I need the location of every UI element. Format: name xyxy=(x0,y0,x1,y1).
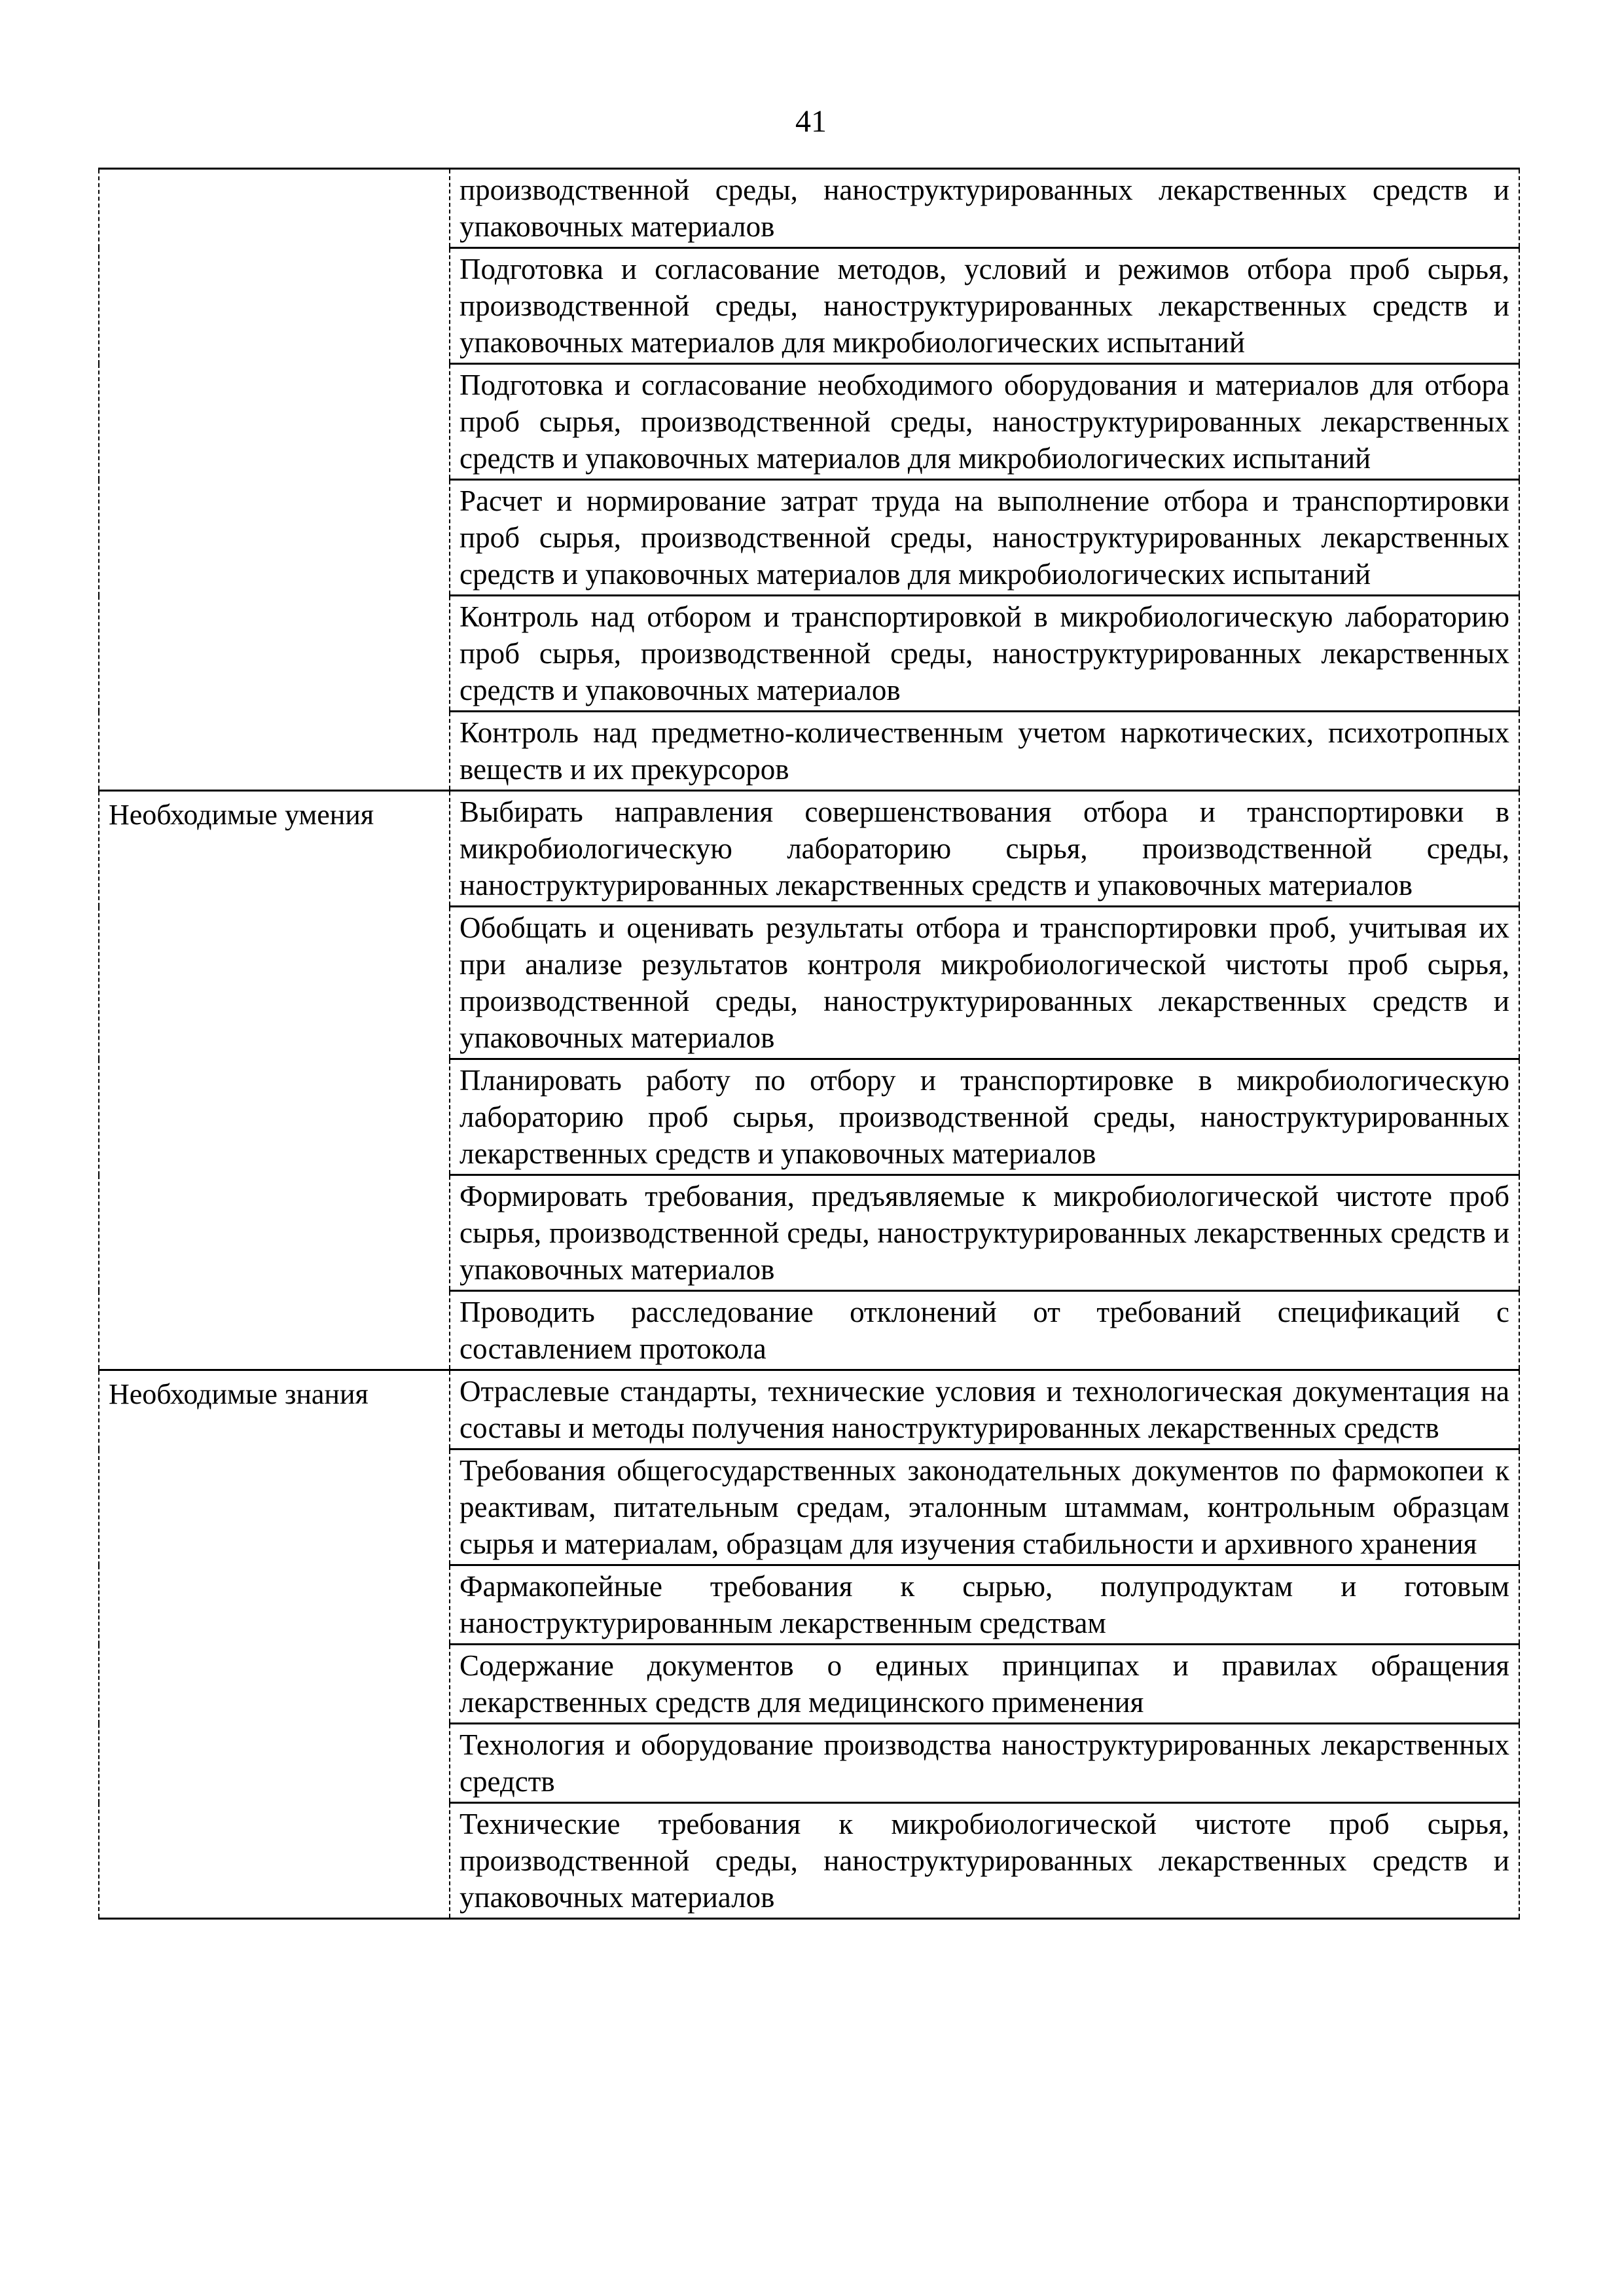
table-cell xyxy=(450,1724,1519,1803)
row-group-label-text: Необходимые умения xyxy=(109,799,374,831)
table-row xyxy=(99,169,1519,248)
table-cell-text: Контроль над отбором и транспортировкой в микробиологическую лабораторию проб сырья, производственной среды, наноструктурированных лекарственных средств и упаковочных материалов xyxy=(460,600,1509,706)
table-cell xyxy=(450,712,1519,791)
table-cell-text: Обобщать и оценивать результаты отбора и транспортировки проб, учитывая их при анализе результатов контроля микробиологической чистоты проб сырья, производственной среды, наноструктурированных лекарственных средств и упаковочных материалов xyxy=(460,911,1509,1054)
row-group-label-skills xyxy=(99,791,450,1370)
table-cell-text: Формировать требования, предъявляемые к микробиологической чистоте проб сырья, производственной среды, наноструктурированных лекарственных средств и упаковочных материалов xyxy=(460,1180,1509,1286)
table-cell-text: Отраслевые стандарты, технические условия и технологическая документация на составы и методы получения наноструктурированных лекарственных средств xyxy=(460,1375,1509,1444)
table-cell-text: Содержание документов о единых принципах и правилах обращения лекарственных средств для медицинского применения xyxy=(460,1649,1509,1719)
table-cell-text: Подготовка и согласование методов, условий и режимов отбора проб сырья, производственной среды, наноструктурированных лекарственных средств и упаковочных материалов для микробиологических испытаний xyxy=(460,253,1509,359)
table-cell xyxy=(450,1291,1519,1370)
table-cell xyxy=(450,1449,1519,1565)
row-group-label-continuation xyxy=(99,169,450,791)
table-cell xyxy=(450,1645,1519,1724)
table-row xyxy=(99,1370,1519,1449)
row-group-label-knowledge xyxy=(99,1370,450,1919)
table-cell xyxy=(450,1175,1519,1291)
table-cell-text: Расчет и нормирование затрат труда на выполнение отбора и транспортировки проб сырья, производственной среды, наноструктурированных лекарственных средств и упаковочных материалов для микробиологических испытаний xyxy=(460,484,1509,591)
table-cell xyxy=(450,480,1519,596)
table-cell-text: производственной среды, наноструктурированных лекарственных средств и упаковочных материалов xyxy=(460,173,1509,243)
table-cell xyxy=(450,1803,1519,1919)
table-cell-text: Подготовка и согласование необходимого оборудования и материалов для отбора проб сырья, производственной среды, наноструктурированных лекарственных средств и упаковочных материалов для микробиологических испытаний xyxy=(460,369,1509,475)
table-cell-text: Фармакопейные требования к сырью, полупродуктам и готовым наноструктурированным лекарственным средствам xyxy=(460,1570,1509,1639)
table-cell xyxy=(450,1370,1519,1449)
requirements-table xyxy=(98,168,1520,1920)
table-cell xyxy=(450,791,1519,907)
table-cell xyxy=(450,364,1519,480)
table-cell-text: Требования общегосударственных законодательных документов по фармокопеи к реактивам, питательным средам, эталонным штаммам, контрольным образцам сырья и материалам, образцам для изучения стабильности и архивного хранения xyxy=(460,1454,1509,1560)
table-cell xyxy=(450,1565,1519,1645)
table-cell-text: Технология и оборудование производства наноструктурированных лекарственных средств xyxy=(460,1728,1509,1798)
table-cell xyxy=(450,1059,1519,1175)
table-cell-text: Планировать работу по отбору и транспортировке в микробиологическую лабораторию проб сырья, производственной среды, наноструктурированных лекарственных средств и упаковочных материалов xyxy=(460,1064,1509,1170)
table-cell-text: Выбирать направления совершенствования отбора и транспортировки в микробиологическую лабораторию сырья, производственной среды, наноструктурированных лекарственных средств и упаковочных материалов xyxy=(460,795,1509,902)
table-row xyxy=(99,791,1519,907)
table-cell-text: Проводить расследование отклонений от требований спецификаций с составлением протокола xyxy=(460,1296,1509,1365)
table-cell-text: Контроль над предметно-количественным учетом наркотических, психотропных веществ и их прекурсоров xyxy=(460,716,1509,786)
table-cell xyxy=(450,248,1519,364)
table-cell xyxy=(450,169,1519,248)
table-cell xyxy=(450,596,1519,712)
table-cell-text: Технические требования к микробиологической чистоте проб сырья, производственной среды, наноструктурированных лекарственных средств и упаковочных материалов xyxy=(460,1808,1509,1914)
page-number: 41 xyxy=(795,104,827,139)
row-group-label-text: Необходимые знания xyxy=(109,1378,369,1410)
table-cell xyxy=(450,907,1519,1059)
